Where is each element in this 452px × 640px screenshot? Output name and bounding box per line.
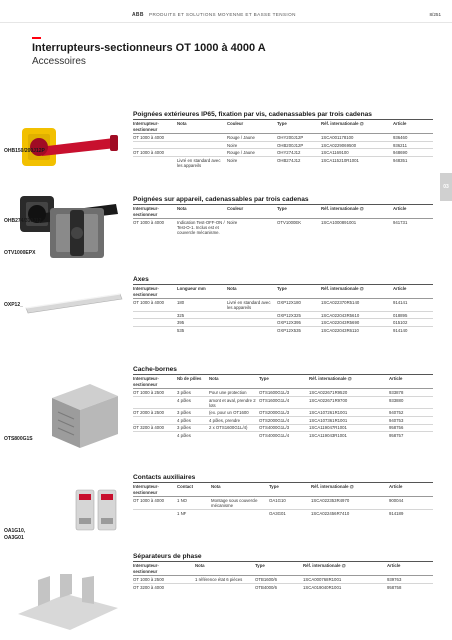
table-row (133, 409, 433, 417)
column-header: Interrupteur-sectionneur (133, 376, 177, 389)
column-header: Type (269, 484, 311, 497)
table-cell: Noire (227, 141, 277, 149)
table-cell: 948351 (393, 157, 408, 163)
table-cell: OXP12X180 (277, 299, 321, 312)
table-cell: 1SCA001178100 (321, 134, 393, 142)
table-row (133, 319, 433, 327)
table-cell: 1SCA022370R5140 (321, 299, 393, 312)
table-cell (133, 311, 177, 319)
product-label: OHB150/200J12P (4, 148, 45, 154)
table-cell: OHY200J12P (277, 134, 321, 142)
table-row (133, 583, 433, 590)
product-label: OTS800G1S (4, 436, 33, 442)
header-divider (0, 22, 452, 23)
table-cell (133, 396, 177, 409)
table-cell: OTS1600G1L/4 (259, 396, 309, 409)
table-cell: 939763 (387, 576, 433, 584)
table-cell: 4 pôles (177, 416, 209, 424)
table-row (133, 576, 433, 584)
terminal-cover-icon (44, 378, 124, 454)
table-cell: 2 x OTS1600G1L/4) (209, 424, 259, 432)
table-cell: 4 pôles (177, 396, 209, 409)
table-cell: OT 3200 à 4000 (133, 424, 177, 432)
table-cell: Pour une protection (209, 389, 259, 397)
table-cell: amont et aval, prendre 2 lots (209, 396, 259, 409)
table-cell: 914141 (393, 299, 433, 312)
table-cell: 1SCA1000891001 (321, 219, 357, 225)
table-cell: 3 pôles (177, 424, 209, 432)
table-cell (227, 311, 277, 319)
table-cell: 1SCA119043R1001 (309, 432, 347, 438)
table-cell: OTS2000G1L/3 (259, 409, 309, 417)
column-header (177, 563, 195, 576)
column-header: Réf. internationale @ (321, 206, 393, 219)
column-header: Réf. internationale @ (311, 484, 389, 497)
product-label: OA3G01 (4, 535, 24, 541)
table-row (133, 416, 433, 424)
section-divider (133, 119, 433, 120)
table-cell: 948690 (393, 149, 433, 157)
table-cell: Livré en standard avec les appareils (227, 299, 277, 312)
table-cell: Noire (227, 219, 238, 225)
table-cell: Rouge / Jaune (227, 134, 277, 142)
table-header-row (133, 376, 433, 389)
section-title: Poignées sur appareil, cadenassables par trois cadenas (133, 196, 309, 203)
table-cell (177, 149, 227, 157)
column-header: Longueur mm (177, 286, 227, 299)
section-title: Séparateurs de phase (133, 553, 202, 560)
table-cell: OTS4000G1L/4 (259, 432, 290, 438)
column-header: Article (393, 121, 433, 134)
column-header: Nota (177, 206, 227, 219)
column-header: Réf. internationale @ (309, 376, 389, 389)
table-cell: 1SCA022043R6110 (321, 327, 359, 333)
table-cell: 1SCA0229069500 (321, 141, 393, 149)
header-title: PRODUITS ET SOLUTIONS MOYENNE ET BASSE TENSION (149, 12, 296, 17)
table-cell: 958756 (389, 424, 433, 432)
table-cell: 941731 (393, 219, 408, 225)
table-cell: 1 référence état 6 pièces (195, 576, 255, 584)
page-subtitle: Accessoires (32, 56, 86, 67)
table-cell: Indication Test-OFF-ON / Test-O-1. Inclus est et couvercle mécanisme. (177, 219, 225, 235)
table-cell: OHB200J12P (277, 141, 321, 149)
table-cell: Rouge / Jaune (227, 149, 277, 157)
table-cell: 1SCA022043R5610 (321, 311, 393, 319)
table-cell (133, 319, 177, 327)
section-title: Poignées extérieures IP65, fixation par vis, cadenassables par trois cadenas (133, 111, 372, 118)
table-cell: Montage sous couvercle mécanisme (211, 497, 269, 510)
table-cell: 015102 (393, 319, 433, 327)
table-cell: 395 (177, 319, 227, 327)
column-header: Type (259, 376, 309, 389)
table-row (133, 389, 433, 397)
spec-table (133, 563, 433, 590)
table-cell: 3 pôles (177, 409, 209, 417)
aux-contact-icon (70, 482, 126, 540)
table-cell: 1SCA022671R9520 (309, 389, 389, 397)
column-header: Nota (211, 484, 269, 497)
column-header: Interrupteur-sectionneur (133, 563, 177, 576)
product-label: OTV1000EPX (4, 250, 36, 256)
column-header: Nb de pôles (177, 376, 209, 389)
table-cell: 933878 (389, 389, 433, 397)
column-header: Nota (195, 563, 255, 576)
phase-barrier-icon (8, 574, 128, 636)
table-header-row (133, 484, 433, 497)
table-cell: Noire (227, 157, 238, 163)
table-cell: 1SCA022456R7410 (311, 510, 350, 516)
table-row (133, 156, 433, 168)
table-cell: 936211 (393, 141, 433, 149)
table-cell: 018895 (393, 311, 433, 319)
table-cell (177, 583, 195, 590)
column-header: Type (277, 286, 321, 299)
table-header-row (133, 286, 433, 299)
table-cell: 1SCA107261R1001 (309, 409, 389, 417)
column-header: Type (255, 563, 303, 576)
column-header: Nota (209, 376, 259, 389)
page-title: Interrupteurs-sectionneurs OT 1000 à 4000 A (32, 42, 266, 54)
table-row (133, 219, 433, 236)
table-cell: 3 pôles (177, 389, 209, 397)
table-cell (227, 319, 277, 327)
table-cell (133, 326, 177, 333)
table-cell: 940753 (389, 416, 433, 424)
page-number: 8/251 (429, 12, 441, 17)
column-header: Couleur (227, 206, 277, 219)
table-row (133, 432, 433, 439)
column-header: Réf. internationale @ (303, 563, 387, 576)
spec-table (133, 206, 433, 236)
table-cell: OHY274J12 (277, 149, 321, 157)
table-cell: 1 NF (177, 510, 187, 516)
table-cell: 1SCA1169100 (321, 149, 393, 157)
table-cell (133, 432, 177, 439)
section-title: Contacts auxiliaires (133, 474, 196, 481)
product-label: OXP12_ (4, 302, 23, 308)
table-cell: 1SCA115210R1001 (321, 157, 359, 163)
table-row (133, 141, 433, 149)
column-header: Interrupteur-sectionneur (133, 484, 177, 497)
table-cell: 958758 (387, 584, 402, 590)
table-cell: 1SCA119047R1001 (309, 424, 389, 432)
table-cell: OXP12X395 (277, 319, 321, 327)
shaft-icon (22, 290, 126, 316)
table-cell (211, 509, 269, 516)
table-cell (209, 432, 259, 439)
spec-table (133, 286, 433, 334)
table-cell: 1 NO (177, 497, 211, 510)
table-row (133, 497, 433, 510)
table-cell: 180 (177, 299, 227, 312)
column-header: Interrupteur-sectionneur (133, 206, 177, 219)
column-header: Nota (177, 121, 227, 134)
table-cell: OT 1000 à 4000 (133, 299, 177, 312)
table-row (133, 134, 433, 142)
title-accent-bar (32, 37, 41, 39)
table-cell: 914189 (389, 510, 404, 516)
column-header: Couleur (227, 121, 277, 134)
table-row (133, 509, 433, 516)
table-cell: 535 (177, 327, 185, 333)
table-cell: OTS4000G1L/3 (259, 424, 309, 432)
table-cell: 940752 (389, 409, 433, 417)
table-cell: 914140 (393, 327, 408, 333)
table-cell (177, 141, 227, 149)
abb-logo: ABB (132, 12, 144, 18)
table-row (133, 299, 433, 312)
table-cell (177, 576, 195, 584)
table-cell: OTS2000G1L/4 (259, 416, 309, 424)
product-label: OA1G10, (4, 528, 26, 534)
table-header-row (133, 206, 433, 219)
section-title: Axes (133, 276, 149, 283)
table-cell: OTB1600/6 (255, 576, 303, 584)
table-cell: OT 1000 à 2500 (133, 576, 177, 584)
table-row (133, 326, 433, 333)
table-cell: 4 pôles (177, 432, 191, 438)
table-header-row (133, 563, 433, 576)
column-header: Interrupteur-sectionneur (133, 121, 177, 134)
table-cell: OHB274J12 (277, 157, 301, 163)
section-divider (133, 204, 433, 205)
table-cell: Livré en standard avec les appareils (177, 157, 221, 168)
column-header: Article (387, 563, 433, 576)
section-divider (133, 284, 433, 285)
table-cell: 936460 (393, 134, 433, 142)
table-cell: OXP12X535 (277, 327, 301, 333)
column-header: Type (277, 121, 321, 134)
column-header: Réf. internationale @ (321, 286, 393, 299)
table-cell (177, 134, 227, 142)
table-cell: (ex. pour un OT1600 (209, 409, 259, 417)
section-title: Cache-bornes (133, 366, 177, 373)
table-cell: OXP12X325 (277, 311, 321, 319)
table-cell: 900044 (389, 497, 433, 510)
section-divider (133, 482, 433, 483)
table-cell: 1SCA000768R1001 (303, 576, 387, 584)
table-cell (133, 416, 177, 424)
table-cell: 4 pôles, prendre (209, 416, 259, 424)
table-header-row (133, 121, 433, 134)
section-divider (133, 374, 433, 375)
table-cell (133, 141, 177, 149)
table-cell: OT 2000 à 2500 (133, 409, 177, 417)
column-header: Article (393, 286, 433, 299)
table-row (133, 311, 433, 319)
table-cell: OTS1600G1L/3 (259, 389, 309, 397)
column-header: Interrupteur-sectionneur (133, 286, 177, 299)
column-header: Réf. internationale @ (321, 121, 393, 134)
column-header: Article (389, 376, 433, 389)
column-header: Contact (177, 484, 211, 497)
spec-table (133, 376, 433, 439)
table-cell: OT 1000 à 4000 (133, 497, 177, 510)
table-row (133, 149, 433, 157)
column-header: Nota (227, 286, 277, 299)
table-cell (227, 326, 277, 333)
panel-handle-icon (40, 204, 120, 264)
product-label: OHB274/330J12 (4, 218, 42, 224)
column-header: Article (393, 206, 433, 219)
table-row (133, 424, 433, 432)
spec-table (133, 121, 433, 169)
table-cell: 1SCA022671R9700 (309, 396, 389, 409)
table-cell: 1SCA022353R4970 (311, 497, 389, 510)
table-cell: 1SCA022043R5690 (321, 319, 393, 327)
table-cell: 1SCA019040R1001 (303, 584, 342, 590)
column-header: Article (389, 484, 433, 497)
table-cell: OT 1000 à 4000 (133, 149, 177, 157)
table-cell: OT 3200 à 4000 (133, 584, 164, 590)
table-cell (195, 583, 255, 590)
column-header: Type (277, 206, 321, 219)
spec-table (133, 484, 433, 516)
table-cell: OTV1000EK (277, 219, 302, 225)
section-divider (133, 561, 433, 562)
table-cell: 933880 (389, 396, 433, 409)
page-header (0, 10, 452, 22)
table-cell: 325 (177, 311, 227, 319)
table-cell: OA1G10 (269, 497, 311, 510)
table-cell (133, 509, 177, 516)
table-cell: OT 1000 à 4000 (133, 134, 177, 142)
chapter-tab[interactable]: 03 (440, 173, 452, 201)
table-cell: OA3G01 (269, 510, 286, 516)
table-cell: 1SCA107361R1001 (309, 416, 389, 424)
table-cell (133, 156, 177, 168)
table-cell: 958757 (389, 432, 404, 438)
table-cell: OTB4000/6 (255, 584, 277, 590)
table-cell: OT 1000 à 4000 (133, 219, 164, 225)
table-row (133, 396, 433, 409)
table-cell: OT 1000 à 2500 (133, 389, 177, 397)
